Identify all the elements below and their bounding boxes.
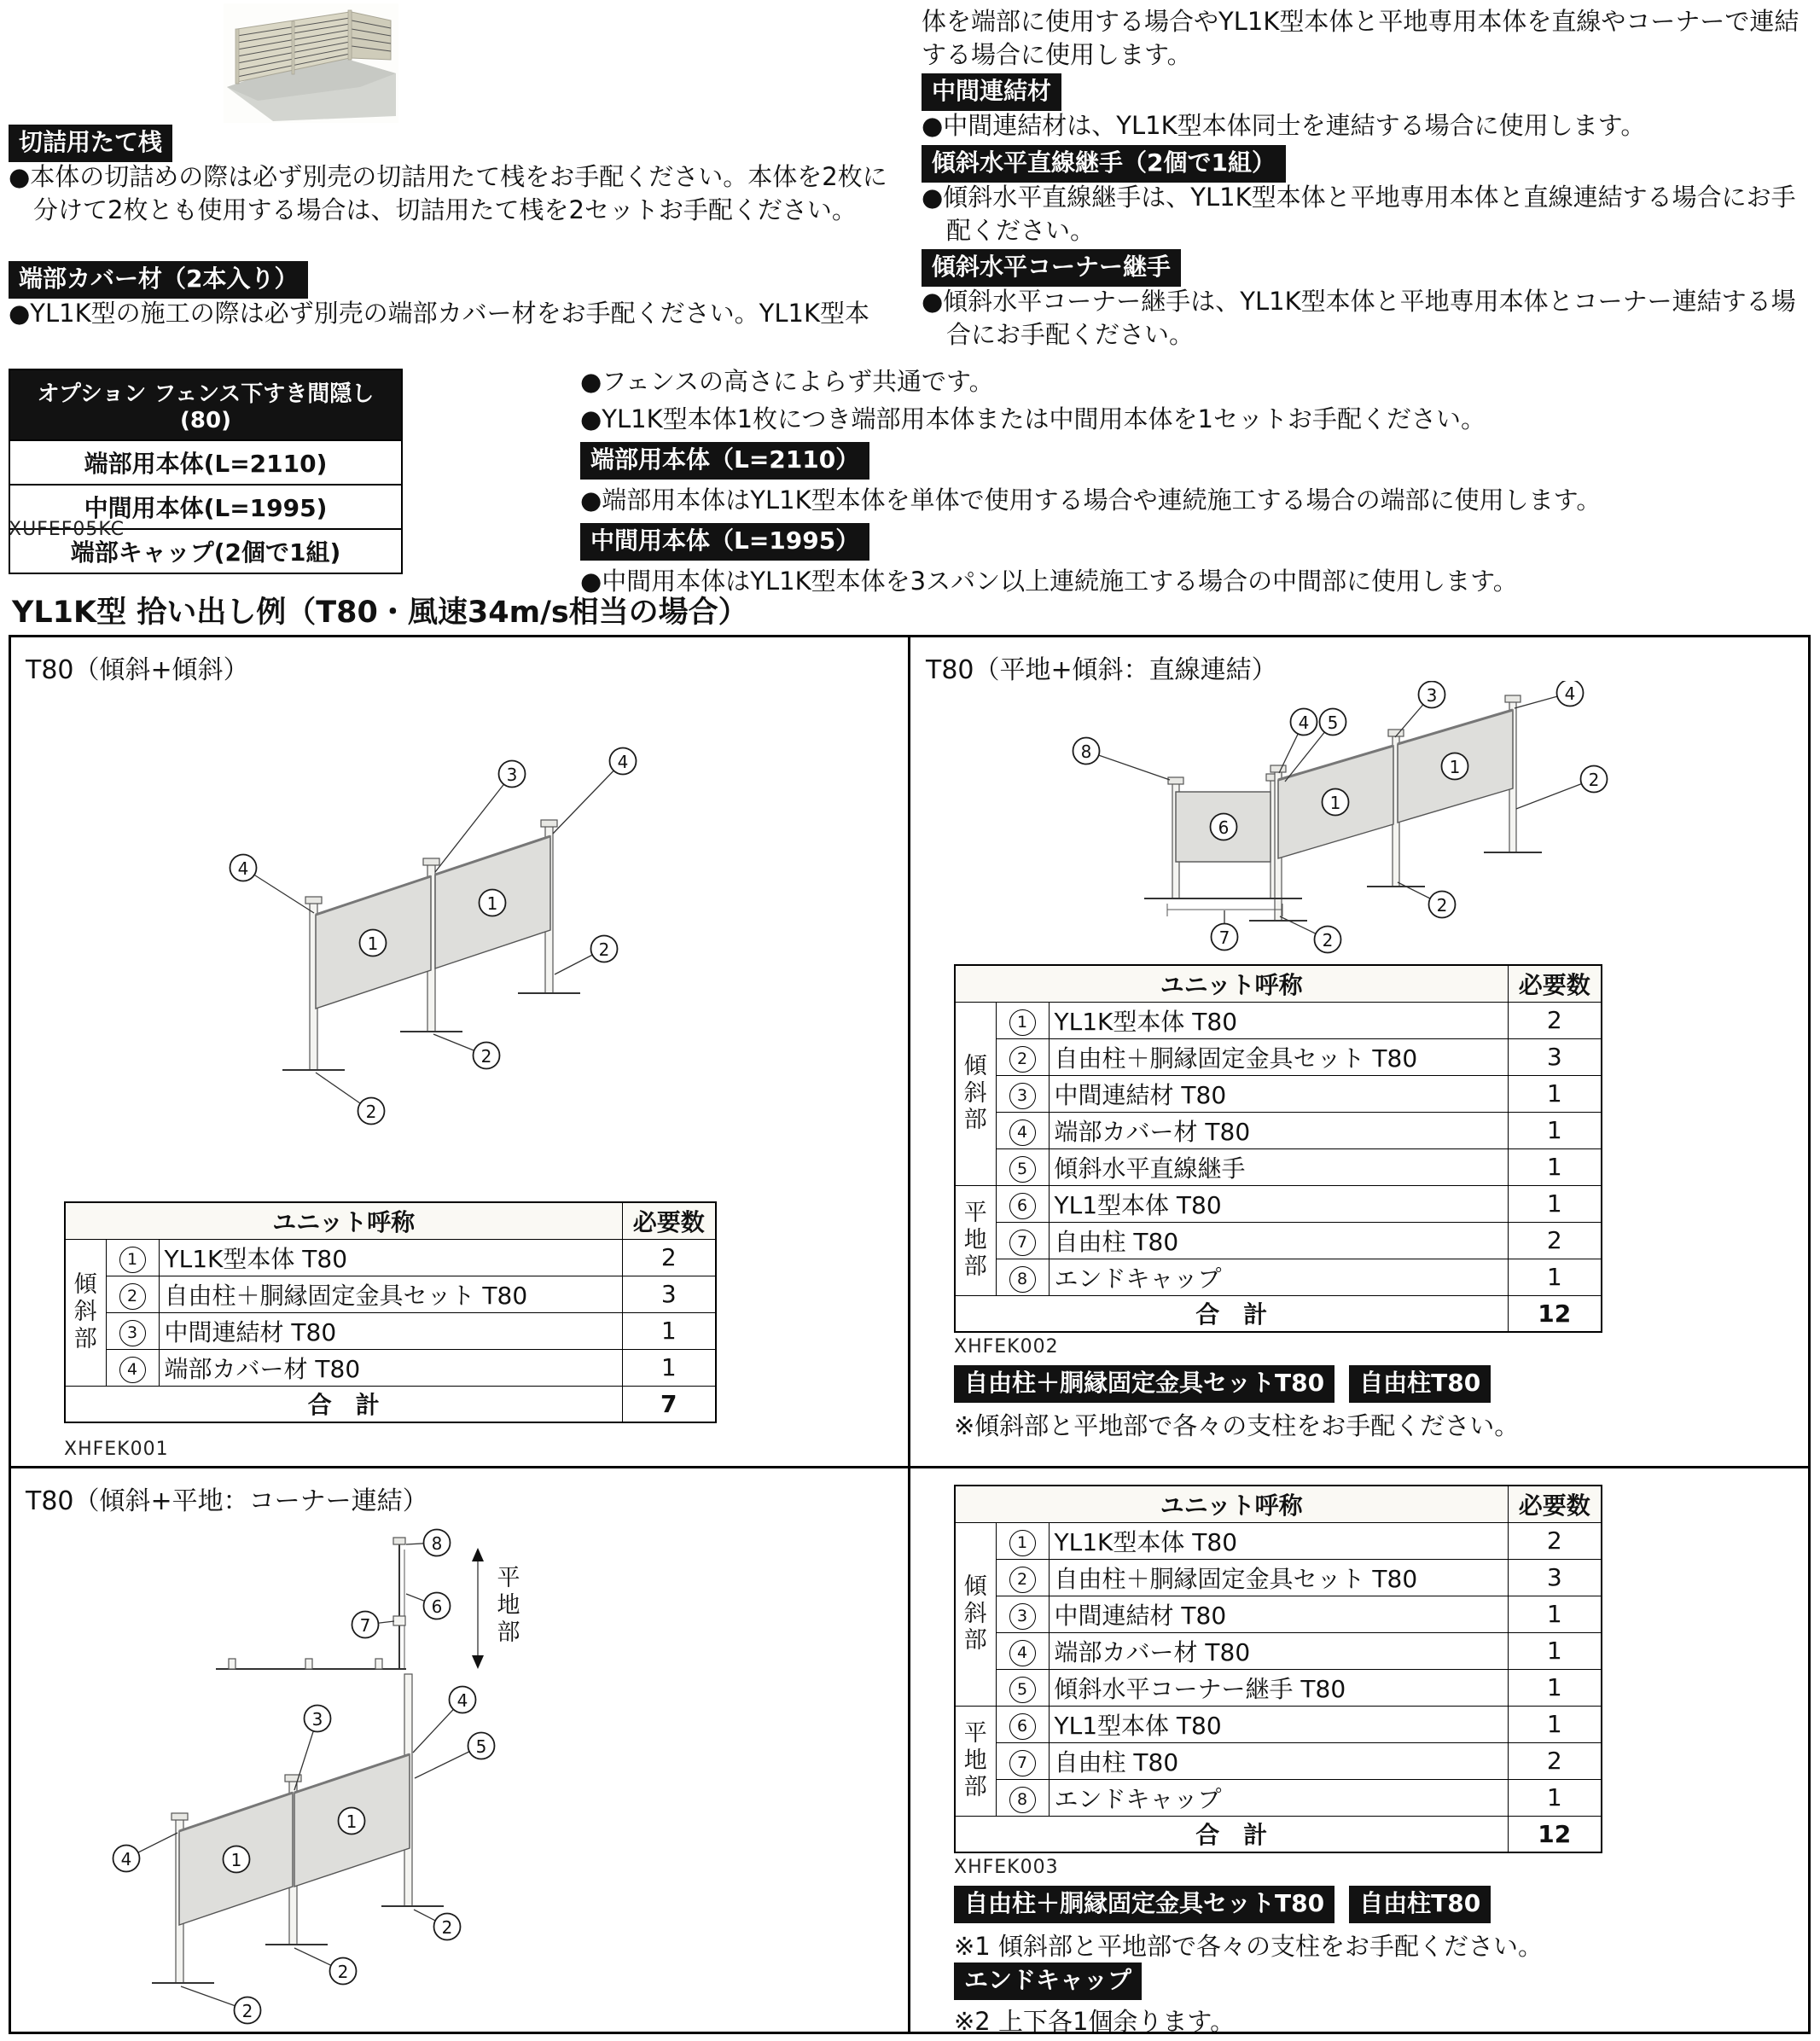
circled-number: 8 [1009,1266,1036,1293]
section-text-corner-joint: ●傾斜水平コーナー継手は、YL1K型本体と平地専用本体とコーナー連結する場合にお手配ください。 [922,287,1796,349]
circled-number: 5 [1009,1156,1036,1183]
option-table [9,369,403,574]
callout-number: 1 [1449,757,1461,777]
unit-table [64,1201,717,1423]
total-row [955,1816,1602,1852]
section-title-corner-joint: 傾斜水平コーナー継手 [922,249,1181,287]
total-label: 合 計 [955,1295,1508,1332]
qty-cell: 2 [1508,1002,1602,1038]
total-qty: 12 [1508,1816,1602,1852]
total-row [955,1295,1602,1332]
option-code: XUFEF05KC [9,519,125,540]
unit-row [65,1312,716,1349]
product-photo-fence [224,3,398,123]
option-text-mid-body: ●中間用本体はYL1K型本体を3スパン以上連続施工する場合の中間部に使用します。 [580,566,1518,596]
unit-name-cell: 中間連結材 T80 [159,1312,622,1349]
callout-number: 5 [1327,712,1339,733]
unit-name-cell: 中間連結材 T80 [1049,1596,1508,1632]
option-text-end-body: ●端部用本体はYL1K型本体を単体で使用する場合や連続施工する場合の端部に使用します。 [580,485,1602,515]
unit-name-header: ユニット呼称 [65,1202,622,1239]
row-number-cell [996,1632,1049,1669]
callout-number: 7 [1218,927,1230,948]
circled-number: 3 [1009,1083,1036,1109]
callout-number: 7 [359,1615,371,1636]
qty-cell: 2 [1508,1522,1602,1559]
row-number-cell [106,1349,159,1386]
main-section-title: YL1K型 拾い出し例（T80・風速34m/s相当の場合） [12,596,748,630]
qty-cell: 1 [1508,1075,1602,1112]
callout-number: 3 [1426,685,1438,706]
unit-row [955,1112,1602,1148]
row-number-cell [996,1706,1049,1742]
total-label: 合 計 [65,1386,622,1422]
group-label: 傾斜部 [963,1573,987,1654]
callout-number: 2 [365,1102,377,1122]
row-number-cell [996,1742,1049,1779]
unit-table [954,964,1602,1333]
unit-name-cell: YL1K型本体 T80 [1049,1522,1508,1559]
intro-continuation-text: 体を端部に使用する場合やYL1K型本体と平地専用本体を直線やコーナーで連結する場合に使用します。 [922,7,1800,69]
callout-number: 5 [475,1736,487,1757]
qty-cell: 3 [1508,1559,1602,1596]
section-text-mid-connector: ●中間連結材は、YL1K型本体同士を連結する場合に使用します。 [922,111,1646,140]
group-label-cell [65,1239,106,1386]
circled-number: 6 [1009,1713,1036,1740]
qty-cell: 1 [1508,1596,1602,1632]
callout-leader [553,761,623,834]
callout-number: 4 [1298,712,1310,733]
group-label: 傾斜部 [963,1052,987,1134]
panel2-note: ※傾斜部と平地部で各々の支柱をお手配ください。 [954,1411,1520,1440]
unit-row [955,1596,1602,1632]
option-subtitle-mid-body: 中間用本体（L=1995） [580,523,869,561]
section-text-straight-joint: ●傾斜水平直線継手は、YL1K型本体と平地専用本体と直線連結する場合にお手配ください。 [922,183,1796,245]
row-number-cell [996,1559,1049,1596]
row-number-cell [106,1239,159,1276]
unit-table [954,1485,1602,1853]
qty-cell: 1 [1508,1706,1602,1742]
table-wrap-2 [954,964,1602,1333]
circled-number: 4 [1009,1119,1036,1146]
header-row [955,1486,1602,1522]
row-number-cell [996,1075,1049,1112]
option-notes [580,365,1816,597]
unit-name-cell: 傾斜水平コーナー継手 T80 [1049,1669,1508,1706]
qty-header: 必要数 [1508,965,1602,1002]
option-bullet-2: ●YL1K型本体1枚につき端部用本体または中間用本体を1セットお手配ください。 [580,404,1486,433]
qty-cell: 1 [1508,1185,1602,1222]
callout-number: 8 [431,1533,443,1554]
circled-number: 6 [1009,1193,1036,1219]
panel4-labels [954,1886,1491,1923]
qty-cell: 1 [1508,1632,1602,1669]
row-number-cell [996,1002,1049,1038]
unit-row [955,1002,1602,1038]
diagram-label: 平地部 [497,1565,520,1646]
panel4-code: XHFEK003 [954,1857,1059,1878]
circled-number: 1 [1009,1009,1036,1036]
qty-cell: 1 [1508,1779,1602,1816]
circled-number: 7 [1009,1230,1036,1256]
callout-number: 4 [120,1849,132,1869]
callout-number: 3 [506,765,518,785]
unit-name-cell: 自由柱＋胴縁固定金具セット T80 [1049,1559,1508,1596]
row-number-cell [996,1596,1049,1632]
diagram-slope-slope [34,693,887,1188]
row-number-cell [996,1038,1049,1075]
qty-header: 必要数 [622,1202,716,1239]
section-title-straight-joint: 傾斜水平直線継手（2個で1組） [922,145,1286,183]
header-row [65,1202,716,1239]
callout-number: 6 [1218,817,1230,838]
panel4-label-free-post: 自由柱T80 [1349,1886,1491,1923]
callout-number: 2 [1322,930,1334,951]
qty-cell: 1 [1508,1148,1602,1185]
group-label-cell [955,1706,996,1816]
qty-cell: 1 [622,1349,716,1386]
circled-number: 2 [1009,1046,1036,1073]
unit-row [955,1038,1602,1075]
unit-name-cell: 自由柱 T80 [1049,1742,1508,1779]
row-number-cell [106,1276,159,1312]
panel2-code: XHFEK002 [954,1336,1059,1358]
total-label: 合 計 [955,1816,1508,1852]
horizontal-divider [9,1466,1811,1468]
unit-row [955,1742,1602,1779]
panel4-note-1: ※1 傾斜部と平地部で各々の支柱をお手配ください。 [954,1932,1543,1961]
circled-number: 3 [119,1320,146,1346]
section-text-end-cover: ●YL1K型の施工の際は必ず別売の端部カバー材をお手配ください。YL1K型本 [9,299,869,328]
circled-number: 3 [1009,1603,1036,1630]
row-number-cell [996,1259,1049,1295]
qty-cell: 1 [1508,1259,1602,1295]
panel1-code: XHFEK001 [64,1439,169,1460]
vertical-divider [908,635,910,2034]
unit-row [955,1632,1602,1669]
panel1-title: T80（傾斜+傾斜） [26,655,249,685]
row-number-cell [996,1669,1049,1706]
callout-number: 2 [1588,770,1600,790]
header-row [955,965,1602,1002]
diagram-slope-flat-corner [34,1524,887,2029]
qty-cell: 2 [1508,1222,1602,1259]
group-label-cell [955,1522,996,1706]
circled-number: 1 [1009,1530,1036,1556]
callout-number: 4 [617,752,629,772]
unit-row [955,1522,1602,1559]
group-label: 平地部 [963,1719,987,1801]
row-number-cell [996,1185,1049,1222]
option-row-mid-body: 中間用本体(L=1995) [10,484,401,528]
panel2-label-free-post: 自由柱T80 [1349,1365,1491,1403]
panel2-label-post-set: 自由柱＋胴縁固定金具セットT80 [954,1365,1334,1403]
total-qty: 7 [622,1386,716,1422]
option-subtitle-end-body: 端部用本体（L=2110） [580,442,869,480]
callout-number: 4 [237,858,249,879]
row-number-cell [996,1148,1049,1185]
panel4-label-endcap: エンドキャップ [954,1962,1142,2000]
section-text-cut-rail: ●本体の切詰めの際は必ず別売の切詰用たて桟をお手配ください。本体を2枚に分けて2枚とも使用する場合は、切詰用たて桟を2セットお手配ください。 [9,162,887,224]
qty-cell: 3 [622,1276,716,1312]
circled-number: 5 [1009,1677,1036,1703]
panel2-title: T80（平地+傾斜：直線連結） [926,655,1277,685]
callout-number: 3 [311,1709,323,1730]
unit-name-cell: YL1K型本体 T80 [1049,1002,1508,1038]
unit-row [65,1239,716,1276]
circled-number: 2 [119,1283,146,1310]
unit-name-cell: エンドキャップ [1049,1259,1508,1295]
section-title-mid-connector: 中間連結材 [922,73,1061,111]
callout-number: 2 [337,1962,349,1982]
option-table-header: オプション フェンス下すき間隠し(80) [10,370,401,439]
circled-number: 2 [1009,1567,1036,1593]
group-label: 傾斜部 [73,1271,97,1352]
callout-number: 1 [346,1811,358,1832]
callout-number: 2 [441,1917,453,1938]
unit-row [955,1669,1602,1706]
qty-cell: 2 [1508,1742,1602,1779]
group-label: 平地部 [963,1199,987,1281]
unit-name-header: ユニット呼称 [955,1486,1508,1522]
total-qty: 12 [1508,1295,1602,1332]
section-title-end-cover: 端部カバー材（2本入り） [9,261,308,299]
unit-name-cell: YL1型本体 T80 [1049,1706,1508,1742]
fence-graphic [282,820,580,1070]
unit-row [955,1779,1602,1816]
callout-number: 2 [480,1046,492,1067]
unit-name-cell: 自由柱＋胴縁固定金具セット T80 [1049,1038,1508,1075]
unit-name-cell: 自由柱 T80 [1049,1222,1508,1259]
qty-cell: 1 [1508,1669,1602,1706]
circled-number: 4 [119,1357,146,1383]
option-row-end-cap: 端部キャップ(2個で1組) [10,528,401,573]
unit-name-cell: 端部カバー材 T80 [1049,1632,1508,1669]
unit-name-cell: YL1型本体 T80 [1049,1185,1508,1222]
unit-row [955,1559,1602,1596]
callout-number: 1 [486,893,498,914]
panel4-endcap-label-wrap [954,1962,1142,2000]
unit-name-cell: 中間連結材 T80 [1049,1075,1508,1112]
callout-number: 2 [598,939,610,960]
unit-row [955,1075,1602,1112]
callout-number: 1 [1329,793,1341,813]
unit-row [955,1148,1602,1185]
unit-name-cell: 端部カバー材 T80 [159,1349,622,1386]
unit-row [65,1276,716,1312]
callout-number: 2 [241,2001,253,2021]
unit-row [65,1349,716,1386]
circled-number: 7 [1009,1750,1036,1776]
unit-name-cell: 端部カバー材 T80 [1049,1112,1508,1148]
qty-header: 必要数 [1508,1486,1602,1522]
callout-number: 4 [456,1690,468,1711]
row-number-cell [996,1779,1049,1816]
callout-number: 4 [1564,683,1576,704]
callout-number: 6 [431,1596,443,1617]
unit-row [955,1222,1602,1259]
callout-number: 1 [367,933,379,954]
total-row [65,1386,716,1422]
callout-number: 8 [1080,741,1092,762]
unit-row [955,1185,1602,1222]
qty-cell: 2 [622,1239,716,1276]
row-number-cell [106,1312,159,1349]
row-number-cell [996,1222,1049,1259]
panel4-note-2: ※2 上下各1個余ります。 [954,2007,1236,2036]
circled-number: 1 [119,1247,146,1273]
panel3-title: T80（傾斜+平地：コーナー連結） [26,1486,428,1516]
unit-row [955,1259,1602,1295]
callout-number: 1 [230,1850,242,1870]
group-label-cell [955,1185,996,1295]
option-bullet-1: ●フェンスの高さによらず共通です。 [580,367,994,396]
unit-name-cell: エンドキャップ [1049,1779,1508,1816]
circled-number: 8 [1009,1787,1036,1813]
unit-row [955,1706,1602,1742]
section-title-cut-rail: 切詰用たて桟 [9,125,172,162]
unit-name-cell: 自由柱＋胴縁固定金具セット T80 [159,1276,622,1312]
unit-name-header: ユニット呼称 [955,965,1508,1002]
qty-cell: 3 [1508,1038,1602,1075]
circled-number: 4 [1009,1640,1036,1666]
option-row-end-body: 端部用本体(L=2110) [10,439,401,484]
table-wrap-1 [64,1201,717,1423]
diagram-flat-slope-straight [920,681,1812,959]
row-number-cell [996,1112,1049,1148]
row-number-cell [996,1522,1049,1559]
group-label-cell [955,1002,996,1185]
unit-name-cell: 傾斜水平直線継手 [1049,1148,1508,1185]
unit-name-cell: YL1K型本体 T80 [159,1239,622,1276]
qty-cell: 1 [622,1312,716,1349]
panel2-labels [954,1365,1491,1403]
panel4-label-post-set: 自由柱＋胴縁固定金具セットT80 [954,1886,1334,1923]
table-wrap-3 [954,1485,1602,1853]
qty-cell: 1 [1508,1112,1602,1148]
callout-number: 2 [1436,895,1448,916]
